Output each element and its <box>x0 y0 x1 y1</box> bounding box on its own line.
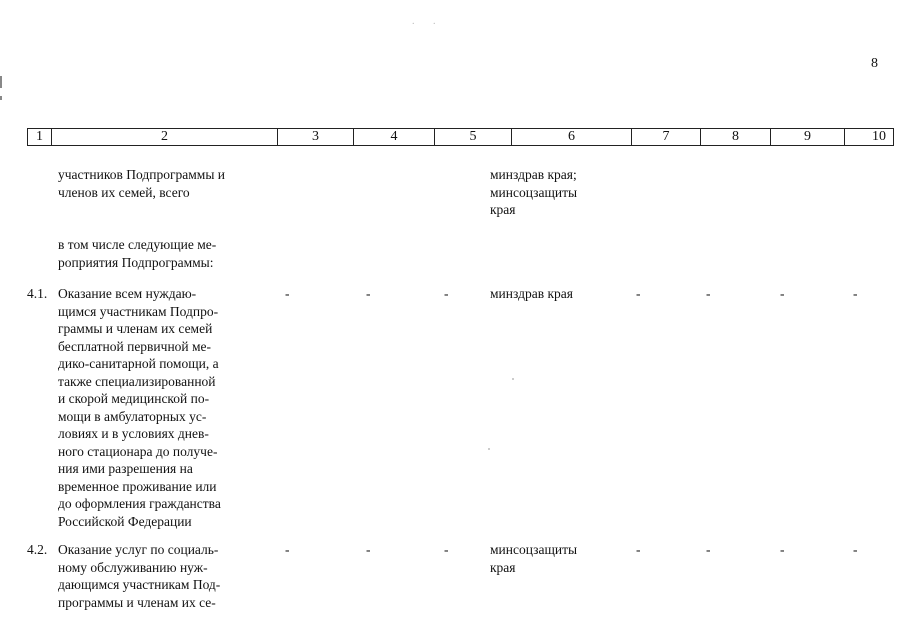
executor-line: минсоцзащиты <box>490 184 578 200</box>
cell-col5: - <box>444 286 449 301</box>
cell-col9: - <box>780 286 785 301</box>
executor-line: края <box>490 559 516 575</box>
margin-mark <box>0 96 2 100</box>
text-line: граммы и членам их семей <box>58 321 213 336</box>
including-text <box>58 236 246 271</box>
cell-col4: - <box>366 286 371 301</box>
text-line: Российской Федерации <box>58 513 192 529</box>
text-line: и скорой медицинской по- <box>58 391 210 406</box>
column-number-4: 4 <box>354 129 435 145</box>
text-line: дико-санитарной помощи, а <box>58 356 219 371</box>
page-number: 8 <box>871 56 878 71</box>
row-number: 4.2. <box>27 542 48 557</box>
text-line: членов их семей, всего <box>58 184 190 200</box>
text-line: ному обслуживанию нуж- <box>58 559 208 575</box>
executor-line: минздрав края; <box>490 167 577 182</box>
column-number-5: 5 <box>435 129 512 145</box>
row-description <box>58 285 245 530</box>
executor-line: минсоцзащиты <box>490 542 578 557</box>
cell-col7: - <box>636 286 641 301</box>
column-number-1: 1 <box>28 129 52 145</box>
cell-col8: - <box>706 542 711 557</box>
scan-artifact: . . <box>412 16 444 27</box>
row-number: 4.1. <box>27 286 48 301</box>
scan-speck <box>512 378 514 380</box>
text-line: временное проживание или <box>58 478 217 494</box>
column-number-10: 10 <box>872 129 886 144</box>
cell-col10: - <box>853 286 858 301</box>
text-line: ния ими разрешения на <box>58 461 193 476</box>
row-executor: минздрав края <box>490 286 573 301</box>
text-line: ного стационара до получе- <box>58 443 218 459</box>
cell-col3: - <box>285 542 290 557</box>
text-line: Оказание услуг по социаль- <box>58 542 219 557</box>
text-line: дающимся участникам Под- <box>58 577 221 592</box>
column-number-9: 9 <box>771 129 845 145</box>
text-line: до оформления гражданства <box>58 496 221 511</box>
margin-mark <box>0 76 2 88</box>
text-line: Оказание всем нуждаю- <box>58 286 197 301</box>
text-line: также специализированной <box>58 373 216 389</box>
cell-col9: - <box>780 542 785 557</box>
cell-col10: - <box>853 542 858 557</box>
cell-col7: - <box>636 542 641 557</box>
text-line: щимся участникам Подпро- <box>58 303 219 319</box>
row-executor <box>490 541 612 576</box>
column-number-3: 3 <box>278 129 354 145</box>
cell-col8: - <box>706 286 711 301</box>
cell-col5: - <box>444 542 449 557</box>
text-line: участников Подпрограммы и <box>58 167 225 182</box>
column-number-7: 7 <box>632 129 701 145</box>
executor-line: края <box>490 202 516 217</box>
continuation-text <box>58 166 258 201</box>
row-description <box>58 541 245 611</box>
scan-speck <box>488 448 490 450</box>
column-number-2: 2 <box>52 129 278 145</box>
text-line: мощи в амбулаторных ус- <box>58 408 207 424</box>
text-line: в том числе следующие ме- <box>58 237 217 252</box>
cell-col3: - <box>285 286 290 301</box>
cell-col4: - <box>366 542 371 557</box>
text-line: программы и членам их се- <box>58 594 216 610</box>
column-number-8: 8 <box>701 129 771 145</box>
column-number-6: 6 <box>512 129 632 145</box>
table-header-row <box>27 128 894 146</box>
text-line: бесплатной первичной ме- <box>58 338 212 354</box>
text-line: ловиях и в условиях днев- <box>58 426 209 441</box>
text-line: роприятия Подпрограммы: <box>58 254 214 270</box>
continuation-executor <box>490 166 612 219</box>
